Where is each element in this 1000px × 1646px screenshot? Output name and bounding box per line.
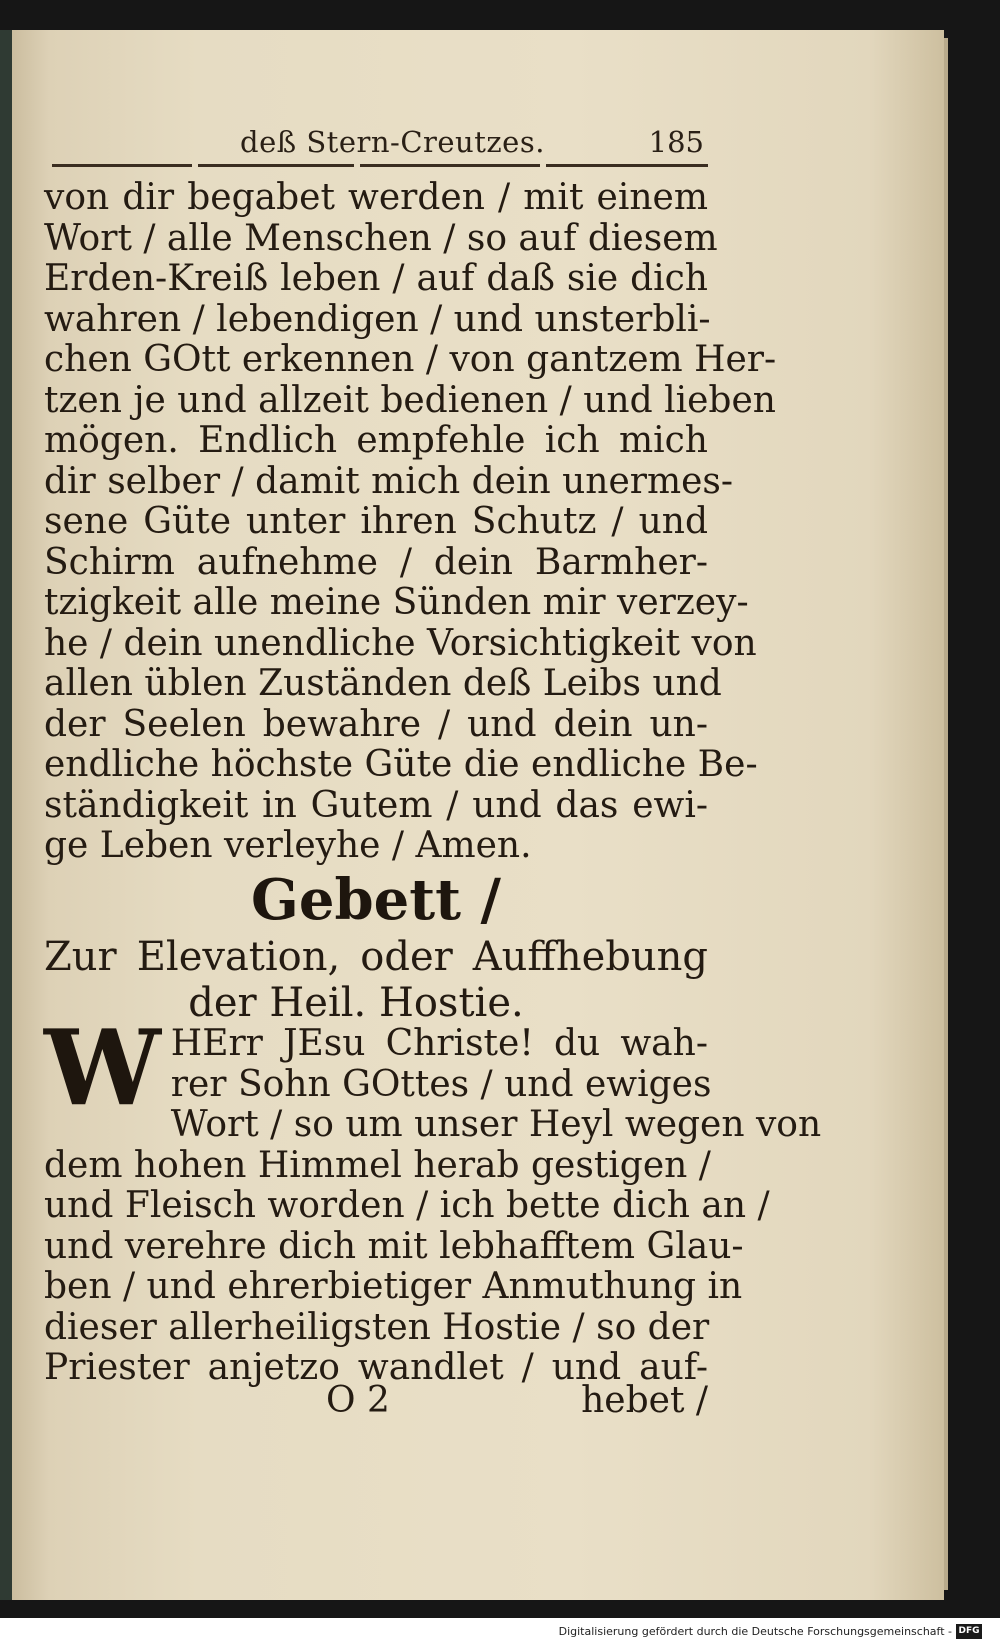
text-line: sene Güte unter ihren Schutz / und [44, 501, 708, 542]
text-line: Schirm aufnehme / dein Barmher- [44, 541, 708, 583]
text-line: HErr JEsu Christe! du wah- [170, 1023, 708, 1064]
page-number: 185 [648, 125, 704, 159]
paragraph-elevation-prayer [44, 1006, 822, 1389]
text-line: tzigkeit alle meine Sünden mir verzey- [44, 582, 749, 623]
header-rule [52, 164, 708, 169]
section-heading: Gebett / [251, 867, 501, 933]
text-line: dir selber / damit mich dein unermes- [44, 460, 734, 502]
subtitle-line: der Heil. Hostie. [188, 980, 524, 1026]
signature-mark: O 2 [326, 1380, 390, 1421]
page-edge [944, 38, 948, 1590]
text-line: rer Sohn GOttes / und ewiges [170, 1063, 712, 1105]
text-line: chen GOtt erkennen / von gantzem Her- [44, 339, 777, 380]
dfg-logo-icon: DFG [956, 1624, 982, 1639]
drop-cap: W [44, 1006, 161, 1129]
text-line: he / dein unendliche Vorsichtigkeit von [44, 622, 757, 664]
paragraph-prayer-ending [44, 177, 777, 867]
text-line: dem hohen Himmel herab gestigen / [44, 1144, 711, 1186]
text-line: Wort / so um unser Heyl wegen von [170, 1104, 822, 1145]
text-line: ben / und ehrerbietiger Anmuthung in [44, 1266, 743, 1307]
text-line: und verehre dich mit lebhafftem Glau- [44, 1225, 744, 1267]
text-line: von dir begabet werden / mit einem [44, 177, 708, 218]
text-line: Erden-Kreiß leben / auf daß sie dich [44, 258, 708, 299]
page-header [44, 125, 704, 165]
text-line: tzen je und allzeit bedienen / und lieben [44, 379, 776, 421]
text-line: wahren / lebendigen / und unsterbli- [44, 298, 711, 340]
funding-credit: Digitalisierung gefördert durch die Deutsche Forschungsgemeinschaft - [558, 1625, 952, 1638]
text-line: mögen. Endlich empfehle ich mich [44, 420, 708, 461]
text-line: endliche höchste Güte die endliche Be- [44, 744, 758, 785]
text-line: der Seelen bewahre / und dein un- [44, 703, 708, 745]
running-title: deß Stern-Creutzes. [240, 125, 545, 159]
subtitle-line: Zur Elevation, oder Auffhebung [44, 934, 708, 980]
page-footer [44, 1380, 708, 1424]
catchword: hebet / [581, 1380, 708, 1421]
text-line: Priester anjetzo wandlet / und auf- [44, 1347, 708, 1388]
text-line: ge Leben verleyhe / Amen. [44, 825, 532, 866]
text-line: Wort / alle Menschen / so auf diesem [44, 217, 718, 259]
book-spine [0, 30, 12, 1600]
text-line: allen üblen Zuständen deß Leibs und [44, 663, 722, 704]
text-line: und Fleisch worden / ich bette dich an / [44, 1185, 770, 1226]
text-line: ständigkeit in Gutem / und das ewi- [44, 784, 708, 826]
text-line: dieser allerheiligsten Hostie / so der [44, 1306, 710, 1348]
